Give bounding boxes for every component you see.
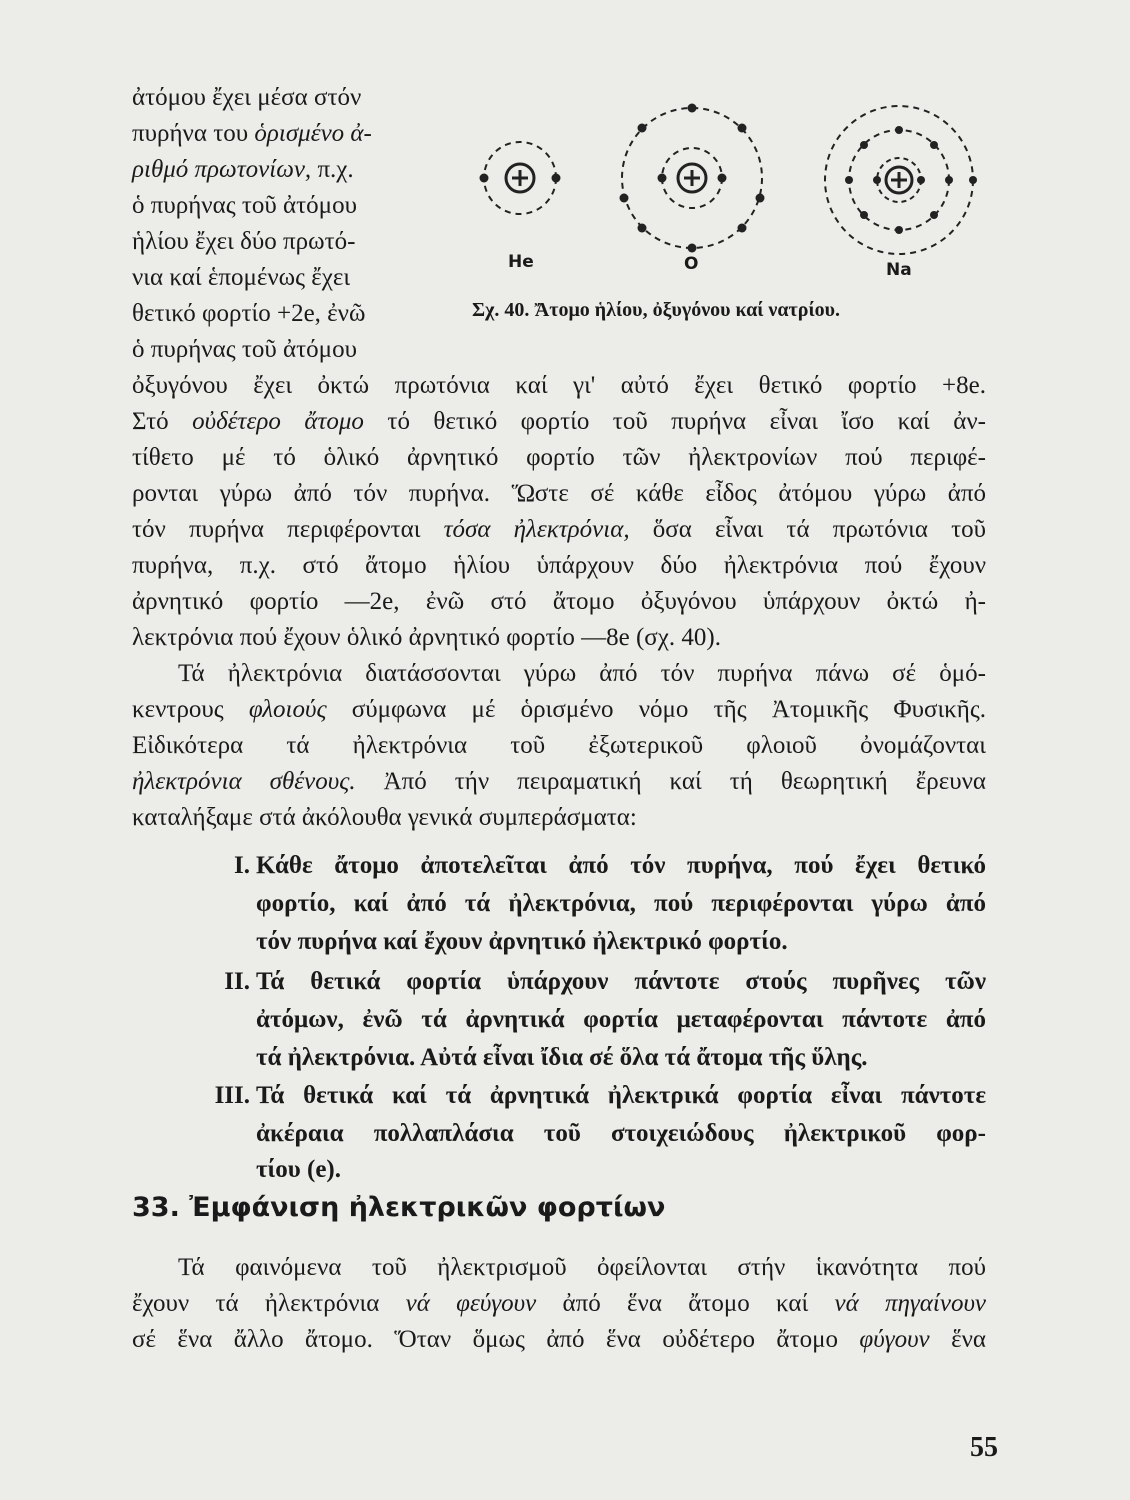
text-line: Εἰδικότερα τά ἠλεκτρόνια τοῦ ἐξωτερικοῦ φλοιοῦ ὀνομάζονται (132, 732, 986, 759)
helium-label: He (508, 252, 534, 272)
text-line: ρονται γύρω ἀπό τόν πυρήνα. Ὥστε σέ κάθε εἶδος ἀτόμου γύρω ἀπό (132, 480, 986, 507)
conclusion-line: ἀτόμων, ἐνῶ τά ἀρνητικά φορτία μεταφέρονται πάντοτε ἀπό (256, 1006, 986, 1033)
conclusion-line: Τά θετικά καί τά ἀρνητικά ἠλεκτρικά φορτία εἶναι πάντοτε (256, 1082, 986, 1109)
text-line: θετικό φορτίο +2e, ἐνῶ (132, 300, 366, 327)
text-line: τόν πυρήνα περιφέρονται τόσα ἠλεκτρόνια, ὅσα εἶναι τά πρωτόνια τοῦ (132, 516, 986, 543)
text-line: Στό οὐδέτερο ἄτομο τό θετικό φορτίο τοῦ πυρήνα εἶναι ἴσο καί ἀν- (132, 408, 986, 435)
text-line: καταλήξαμε στά ἀκόλουθα γενικά συμπεράσματα: (132, 804, 637, 831)
conclusion-number: II. (224, 968, 250, 995)
text-line: ριθμό πρωτονίων, π.χ. (132, 156, 354, 183)
text-line: ὁ πυρήνας τοῦ ἀτόμου (132, 336, 357, 363)
oxygen-atom-diagram (612, 102, 772, 262)
text-line: σέ ἕνα ἄλλο ἄτομο. Ὅταν ὅμως ἀπό ἕνα οὐδέτερο ἄτομο φύγουν ἕνα (132, 1326, 986, 1353)
text-line: πυρήνα, π.χ. στό ἄτομο ἡλίου ὑπάρχουν δύο ἠλεκτρόνια πού ἔχουν (132, 552, 986, 579)
text-line: ἀτόμου ἔχει μέσα στόν (132, 84, 362, 111)
conclusion-line: τίου (e). (256, 1156, 341, 1183)
oxygen-label: O (684, 254, 699, 274)
conclusion-line: Τά θετικά φορτία ὑπάρχουν πάντοτε στούς πυρῆνες τῶν (256, 968, 986, 995)
text-line: πυρήνα του ὁρισμένο ἀ- (132, 120, 372, 147)
conclusion-number: I. (234, 852, 250, 879)
text-line: λεκτρόνια πού ἔχουν ὁλικό ἀρνητικό φορτίο —8e (σχ. 40). (132, 624, 721, 651)
text-line: ὀξυγόνου ἔχει ὀκτώ πρωτόνια καί γι' αὐτό ἔχει θετικό φορτίο +8e. (132, 372, 986, 399)
sodium-label: Na (886, 260, 912, 280)
text-line: τίθετο μέ τό ὁλικό ἀρνητικό φορτίο τῶν ἠλεκτρονίων πού περιφέ- (132, 444, 986, 471)
conclusion-line: τά ἠλεκτρόνια. Αὐτά εἶναι ἴδια σέ ὅλα τά ἄτομα τῆς ὕλης. (256, 1044, 868, 1071)
conclusion-line: φορτίο, καί ἀπό τά ἠλεκτρόνια, πού περιφέρονται γύρω ἀπό (256, 890, 986, 917)
text-line: ἠλεκτρόνια σθένους. Ἀπό τήν πειραματική καί τή θεωρητική ἔρευνα (132, 768, 986, 795)
text-line: Τά φαινόμενα τοῦ ἠλεκτρισμοῦ ὀφείλονται στήν ἱκανότητα πού (178, 1254, 986, 1281)
figure-caption: Σχ. 40. Ἄτομο ἡλίου, ὀξυγόνου καί νατρίου. (472, 299, 841, 321)
text-line: Τά ἠλεκτρόνια διατάσσονται γύρω ἀπό τόν πυρήνα πάνω σέ ὁμό- (178, 660, 986, 687)
conclusion-number: III. (214, 1082, 250, 1109)
conclusion-line: Κάθε ἄτομο ἀποτελεῖται ἀπό τόν πυρήνα, πού ἔχει θετικό (256, 852, 986, 879)
section-heading: 33. Ἐμφάνιση ἠλεκτρικῶν φορτίων (132, 1192, 666, 1223)
text-line: ἔχουν τά ἠλεκτρόνια νά φεύγουν ἀπό ἕνα ἄτομο καί νά πηγαίνουν (132, 1290, 987, 1317)
sodium-atom-diagram (814, 98, 984, 268)
page-number: 55 (970, 1432, 998, 1463)
conclusion-line: τόν πυρήνα καί ἔχουν ἀρνητικό ἠλεκτρικό φορτίο. (256, 928, 788, 955)
text-line: κεντρους φλοιούς σύμφωνα μέ ὁρισμένο νόμο τῆς Ἀτομικῆς Φυσικῆς. (132, 696, 986, 723)
conclusion-line: ἀκέραια πολλαπλάσια τοῦ στοιχειώδους ἠλεκτρικοῦ φορ- (256, 1120, 986, 1147)
text-line: νια καί ἑπομένως ἔχει (132, 264, 351, 291)
text-line: ἀρνητικό φορτίο —2e, ἐνῶ στό ἄτομο ὀξυγόνου ὑπάρχουν ὀκτώ ἠ- (132, 588, 986, 615)
helium-atom-diagram (470, 136, 570, 236)
text-line: ἡλίου ἔχει δύο πρωτό- (132, 228, 356, 255)
text-line: ὁ πυρήνας τοῦ ἀτόμου (132, 192, 357, 219)
